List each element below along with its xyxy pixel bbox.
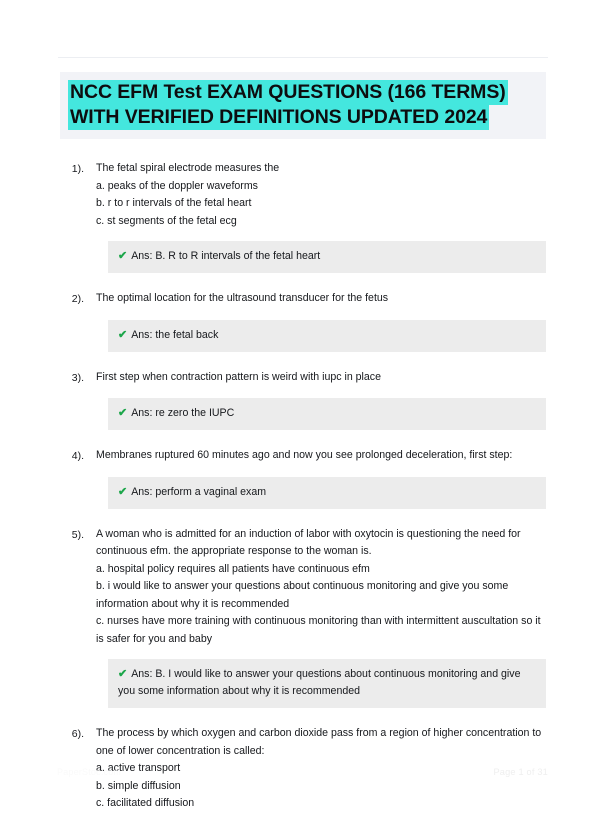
question-list bbox=[0, 160, 606, 830]
answer-text: Ans: the fetal back bbox=[131, 328, 219, 341]
question-option[interactable]: b. r to r intervals of the fetal heart bbox=[96, 197, 252, 209]
question-stem: The process by which oxygen and carbon dioxide pass from a region of higher concentration to one of lower concentration is called: bbox=[96, 727, 542, 757]
watermark: PaperStoc.com bbox=[57, 767, 122, 777]
question-row bbox=[60, 526, 546, 649]
question-item bbox=[0, 369, 606, 431]
question-option[interactable]: b. simple diffusion bbox=[96, 779, 181, 792]
answer-box bbox=[108, 477, 546, 509]
answer-text: Ans: B. R to R intervals of the fetal heart bbox=[131, 250, 321, 262]
question-option[interactable]: c. facilitated diffusion bbox=[96, 797, 195, 809]
question-stem: A woman who is admitted for an induction of labor with oxytocin is questioning the need for continuous efm. the appropriate response to the woman is. bbox=[96, 527, 521, 557]
answer-text: Ans: perform a vaginal exam bbox=[131, 485, 267, 498]
answer-box bbox=[108, 659, 546, 708]
question-number: 6). bbox=[71, 728, 84, 740]
answer-box bbox=[108, 241, 546, 273]
check-icon: ✔ bbox=[118, 407, 128, 419]
question-option[interactable]: c. nurses have more training with continuous monitoring than with intermittent auscultation so it is safer for you and baby bbox=[96, 615, 541, 645]
answer-box bbox=[108, 320, 546, 352]
title-line-1-text: NCC EFM Test EXAM QUESTIONS (166 TERMS) bbox=[70, 81, 506, 103]
answer-box bbox=[108, 398, 546, 430]
check-icon: ✔ bbox=[118, 328, 128, 341]
title-line-2 bbox=[68, 105, 538, 130]
header-divider bbox=[58, 57, 548, 58]
question-stem: The fetal spiral electrode measures the bbox=[96, 162, 280, 174]
question-number: 4). bbox=[71, 450, 84, 462]
question-stem: First step when contraction pattern is weird with iupc in place bbox=[96, 370, 381, 383]
answer-text: Ans: re zero the IUPC bbox=[131, 407, 235, 419]
title-line-1 bbox=[68, 80, 538, 105]
document-title bbox=[60, 72, 546, 139]
question-option[interactable]: b. i would like to answer your questions about continuous monitoring and give you some information about why it is recommended bbox=[96, 580, 509, 610]
question-number: 1). bbox=[71, 163, 84, 175]
question-body bbox=[96, 447, 546, 465]
question-item bbox=[0, 290, 606, 352]
question-item bbox=[0, 160, 606, 273]
title-line-2-text: WITH VERIFIED DEFINITIONS UPDATED 2024 bbox=[70, 106, 488, 128]
question-stem: Membranes ruptured 60 minutes ago and now you see prolonged deceleration, first step: bbox=[96, 449, 513, 461]
question-number: 5). bbox=[71, 528, 84, 541]
question-option[interactable]: a. active transport bbox=[96, 762, 181, 774]
question-body bbox=[96, 526, 546, 649]
question-option[interactable]: c. st segments of the fetal ecg bbox=[96, 214, 237, 227]
answer-text: Ans: B. I would like to answer your questions about continuous monitoring and give you some information about why it is recommended bbox=[118, 668, 521, 697]
question-row bbox=[60, 160, 546, 230]
question-item bbox=[0, 447, 606, 509]
question-number: 2). bbox=[71, 293, 84, 305]
page-number: Page 1 of 31 bbox=[493, 767, 548, 777]
question-item bbox=[0, 526, 606, 709]
question-row bbox=[60, 447, 546, 466]
question-number: 3). bbox=[71, 371, 84, 384]
check-icon: ✔ bbox=[118, 250, 128, 262]
question-stem: The optimal location for the ultrasound transducer for the fetus bbox=[96, 292, 389, 304]
question-body bbox=[96, 290, 546, 308]
check-icon: ✔ bbox=[118, 485, 128, 498]
question-row bbox=[60, 290, 546, 309]
question-option[interactable]: a. hospital policy requires all patients have continuous efm bbox=[96, 562, 370, 575]
question-option[interactable]: a. peaks of the doppler waveforms bbox=[96, 179, 258, 192]
question-body bbox=[96, 160, 546, 230]
page-footer bbox=[0, 767, 606, 783]
check-icon: ✔ bbox=[118, 668, 128, 680]
question-body bbox=[96, 369, 546, 387]
question-row bbox=[60, 369, 546, 388]
